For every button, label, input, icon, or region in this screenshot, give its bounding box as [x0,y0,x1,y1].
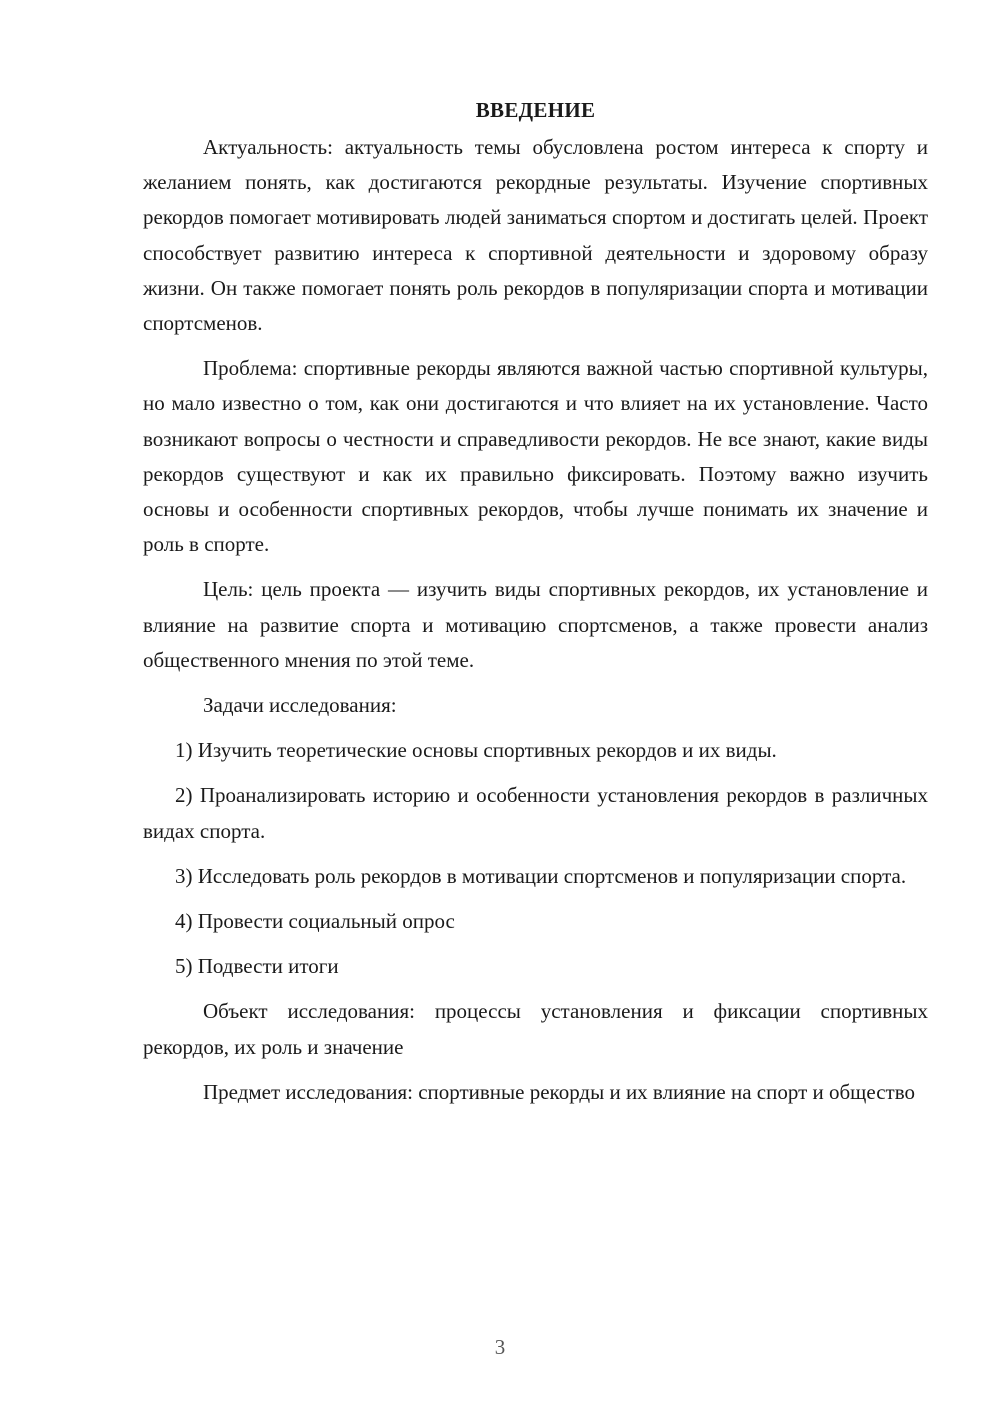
goal-paragraph: Цель: цель проекта — изучить виды спортивных рекордов, их установление и влияние на развитие спорта и мотивацию спортсменов, а также провести анализ общественного мнения по этой теме. [143,577,928,672]
task-item-3: 3) Исследовать роль рекордов в мотивации спортсменов и популяризации спорта. [175,863,907,888]
task-item-5: 5) Подвести итоги [175,954,339,979]
tasks-heading: Задачи исследования: [203,693,397,718]
research-object-paragraph: Объект исследования: процессы установления и фиксации спортивных рекордов, их роль и значение [143,999,928,1059]
page-number: 3 [494,1335,506,1359]
task-item-2: 2) Проанализировать историю и особенности установления рекордов в различных видах спорта. [143,783,928,843]
research-subject-paragraph: Предмет исследования: спортивные рекорды и их влияние на спорт и общество [203,1079,915,1104]
task-item-1: 1) Изучить теоретические основы спортивных рекордов и их виды. [175,738,777,763]
task-item-4: 4) Провести социальный опрос [175,909,455,934]
section-title: ВВЕДЕНИЕ [475,98,596,122]
relevance-paragraph: Актуальность: актуальность темы обусловлена ростом интереса к спорту и желанием понять, как достигаются рекордные результаты. Изучение спортивных рекордов помогает мотивировать людей заниматься спортом и достигать целей. Проект способствует развитию интереса к спортивной деятельности и здоровому образу жизни. Он также помогает понять роль рекордов в популяризации спорта и мотивации спортсменов. [143,135,928,336]
problem-paragraph: Проблема: спортивные рекорды являются важной частью спортивной культуры, но мало известно о том, как они достигаются и что влияет на их установление. Часто возникают вопросы о честности и справедливости рекордов. Не все знают, какие виды рекордов существуют и как их правильно фиксировать. Поэтому важно изучить основы и особенности спортивных рекордов, чтобы лучше понимать их значение и роль в спорте. [143,356,928,557]
document-page [143,95,928,1120]
